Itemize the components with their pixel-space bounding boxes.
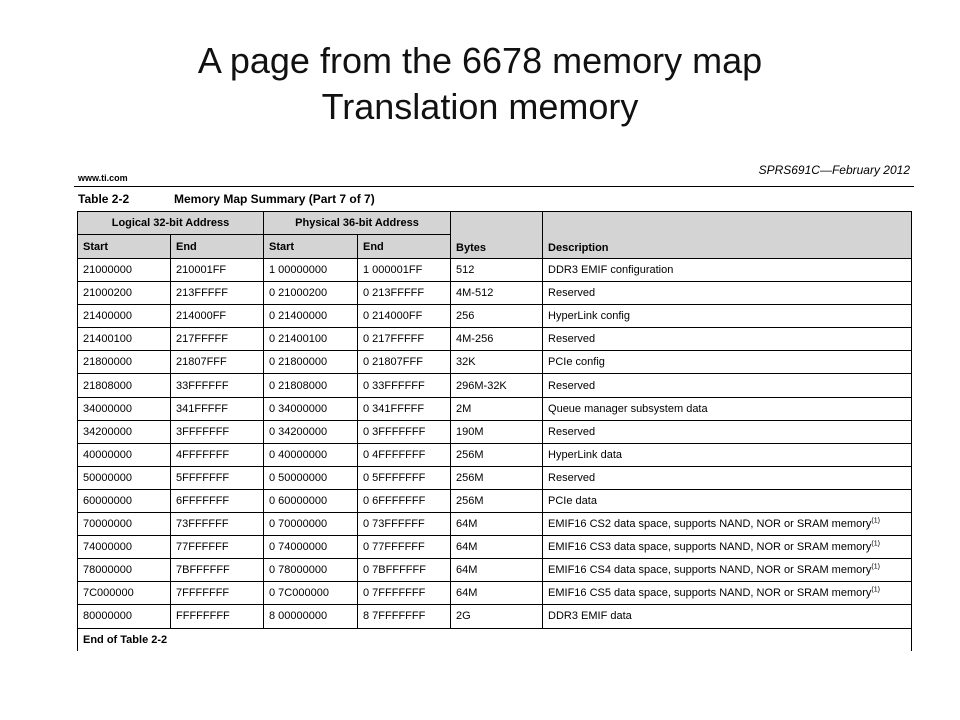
table-number: Table 2-2 (78, 192, 130, 206)
column-header-physical-end: End (358, 235, 451, 259)
footnote-marker: (1) (871, 517, 880, 525)
description-text: EMIF16 CS2 data space, supports NAND, NOR or SRAM memory (548, 518, 872, 531)
cell-physical-start: 0 40000000 (264, 443, 358, 466)
cell-logical-start: 78000000 (78, 559, 171, 582)
footnote-marker: (1) (871, 540, 880, 548)
cell-physical-end: 0 33FFFFFF (358, 374, 451, 397)
cell-bytes: 2G (451, 605, 543, 628)
cell-physical-end: 0 21807FFF (358, 351, 451, 374)
cell-physical-start: 0 74000000 (264, 536, 358, 559)
cell-physical-start: 0 21000200 (264, 282, 358, 305)
cell-bytes: 190M (451, 420, 543, 443)
cell-physical-start: 0 7C000000 (264, 582, 358, 605)
cell-description (543, 259, 912, 282)
group-header-logical: Logical 32-bit Address (78, 212, 264, 235)
cell-bytes: 4M-256 (451, 328, 543, 351)
table-footer-row (78, 628, 912, 651)
cell-logical-end: 4FFFFFFF (171, 443, 264, 466)
table-body (78, 259, 912, 629)
cell-bytes: 256M (451, 443, 543, 466)
cell-description (543, 489, 912, 512)
cell-physical-start: 8 00000000 (264, 605, 358, 628)
memory-map-table (77, 211, 912, 651)
cell-physical-start: 0 21400100 (264, 328, 358, 351)
column-header-description: Description (543, 212, 912, 259)
cell-description (543, 420, 912, 443)
cell-logical-start: 21400100 (78, 328, 171, 351)
cell-physical-end: 8 7FFFFFFF (358, 605, 451, 628)
cell-physical-end: 0 73FFFFFF (358, 513, 451, 536)
cell-physical-start: 0 21808000 (264, 374, 358, 397)
cell-logical-end: 33FFFFFF (171, 374, 264, 397)
footnote-marker: (1) (871, 563, 880, 571)
table-title: Memory Map Summary (174, 192, 306, 206)
cell-logical-end: FFFFFFFF (171, 605, 264, 628)
table-row (78, 513, 912, 536)
table-row (78, 536, 912, 559)
description-text: Reserved (548, 379, 596, 392)
cell-physical-end: 0 214000FF (358, 305, 451, 328)
cell-physical-start: 0 50000000 (264, 466, 358, 489)
cell-logical-end: 7BFFFFFF (171, 559, 264, 582)
column-header-bytes: Bytes (451, 212, 543, 259)
cell-logical-start: 40000000 (78, 443, 171, 466)
cell-description (543, 443, 912, 466)
table-row (78, 605, 912, 628)
description-text: DDR3 EMIF configuration (548, 264, 674, 277)
cell-logical-start: 74000000 (78, 536, 171, 559)
cell-description (543, 466, 912, 489)
description-text: Reserved (548, 287, 596, 300)
table-row (78, 305, 912, 328)
cell-physical-start: 1 00000000 (264, 259, 358, 282)
table-row (78, 328, 912, 351)
cell-physical-end: 0 3FFFFFFF (358, 420, 451, 443)
cell-bytes: 64M (451, 582, 543, 605)
cell-bytes: 4M-512 (451, 282, 543, 305)
cell-logical-start: 21000000 (78, 259, 171, 282)
cell-description (543, 374, 912, 397)
group-header-physical: Physical 36-bit Address (264, 212, 451, 235)
cell-logical-start: 60000000 (78, 489, 171, 512)
cell-logical-start: 21000200 (78, 282, 171, 305)
slide-title-line-2: Translation memory (321, 86, 639, 127)
table-row (78, 259, 912, 282)
cell-physical-end: 0 77FFFFFF (358, 536, 451, 559)
cell-description (543, 397, 912, 420)
table-row (78, 374, 912, 397)
cell-logical-start: 50000000 (78, 466, 171, 489)
cell-description (543, 605, 912, 628)
cell-physical-start: 0 60000000 (264, 489, 358, 512)
cell-physical-end: 0 5FFFFFFF (358, 466, 451, 489)
cell-logical-end: 341FFFFF (171, 397, 264, 420)
table-caption (74, 187, 914, 211)
cell-logical-end: 210001FF (171, 259, 264, 282)
cell-physical-start: 0 21400000 (264, 305, 358, 328)
table-row (78, 397, 912, 420)
cell-logical-start: 21800000 (78, 351, 171, 374)
cell-bytes: 256M (451, 489, 543, 512)
cell-physical-end: 0 6FFFFFFF (358, 489, 451, 512)
cell-logical-start: 70000000 (78, 513, 171, 536)
description-text: PCIe config (548, 356, 605, 369)
table-row (78, 351, 912, 374)
description-text: Queue manager subsystem data (548, 402, 708, 415)
document-header (74, 160, 914, 187)
cell-physical-end: 0 341FFFFF (358, 397, 451, 420)
table-row (78, 559, 912, 582)
cell-bytes: 296M-32K (451, 374, 543, 397)
description-text: Reserved (548, 471, 596, 484)
cell-logical-start: 21400000 (78, 305, 171, 328)
cell-bytes: 64M (451, 513, 543, 536)
cell-physical-end: 0 217FFFFF (358, 328, 451, 351)
cell-physical-start: 0 78000000 (264, 559, 358, 582)
table-row (78, 466, 912, 489)
table-part: (Part 7 of 7) (308, 192, 375, 206)
table-row (78, 420, 912, 443)
description-text: HyperLink data (548, 448, 623, 461)
cell-physical-end: 0 7FFFFFFF (358, 582, 451, 605)
cell-description (543, 513, 912, 536)
cell-description (543, 536, 912, 559)
cell-logical-end: 7FFFFFFF (171, 582, 264, 605)
slide-title (0, 38, 960, 130)
site-label: www.ti.com (78, 173, 128, 183)
cell-physical-end: 0 213FFFFF (358, 282, 451, 305)
cell-description (543, 582, 912, 605)
document-page (74, 160, 914, 651)
cell-description (543, 282, 912, 305)
cell-logical-start: 21808000 (78, 374, 171, 397)
cell-bytes: 64M (451, 559, 543, 582)
description-text: DDR3 EMIF data (548, 610, 632, 623)
cell-logical-start: 80000000 (78, 605, 171, 628)
table-group-header-row (78, 212, 912, 235)
cell-bytes: 256M (451, 466, 543, 489)
column-header-logical-end: End (171, 235, 264, 259)
document-number: SPRS691C—February 2012 (758, 163, 910, 177)
cell-logical-end: 213FFFFF (171, 282, 264, 305)
footnote-marker: (1) (871, 586, 880, 594)
description-text: Reserved (548, 333, 596, 346)
cell-logical-start: 34200000 (78, 420, 171, 443)
description-text: EMIF16 CS5 data space, supports NAND, NOR or SRAM memory (548, 587, 872, 600)
cell-physical-start: 0 21800000 (264, 351, 358, 374)
cell-physical-start: 0 70000000 (264, 513, 358, 536)
cell-description (543, 305, 912, 328)
cell-logical-start: 7C000000 (78, 582, 171, 605)
description-text: HyperLink config (548, 310, 630, 323)
cell-bytes: 2M (451, 397, 543, 420)
cell-logical-end: 6FFFFFFF (171, 489, 264, 512)
cell-logical-end: 21807FFF (171, 351, 264, 374)
description-text: EMIF16 CS4 data space, supports NAND, NOR or SRAM memory (548, 564, 872, 577)
cell-bytes: 256 (451, 305, 543, 328)
cell-bytes: 32K (451, 351, 543, 374)
table-row (78, 582, 912, 605)
description-text: Reserved (548, 425, 596, 438)
column-header-physical-start: Start (264, 235, 358, 259)
table-row (78, 489, 912, 512)
cell-logical-end: 3FFFFFFF (171, 420, 264, 443)
cell-physical-end: 0 4FFFFFFF (358, 443, 451, 466)
cell-physical-start: 0 34200000 (264, 420, 358, 443)
cell-logical-end: 217FFFFF (171, 328, 264, 351)
cell-logical-end: 73FFFFFF (171, 513, 264, 536)
cell-bytes: 512 (451, 259, 543, 282)
cell-physical-end: 1 000001FF (358, 259, 451, 282)
cell-logical-end: 77FFFFFF (171, 536, 264, 559)
description-text: EMIF16 CS3 data space, supports NAND, NOR or SRAM memory (548, 541, 872, 554)
cell-description (543, 559, 912, 582)
description-text: PCIe data (548, 494, 597, 507)
cell-physical-end: 0 7BFFFFFF (358, 559, 451, 582)
column-header-logical-start: Start (78, 235, 171, 259)
cell-description (543, 351, 912, 374)
cell-physical-start: 0 34000000 (264, 397, 358, 420)
cell-description (543, 328, 912, 351)
cell-logical-end: 5FFFFFFF (171, 466, 264, 489)
table-row (78, 282, 912, 305)
slide-title-line-1: A page from the 6678 memory map (197, 40, 763, 81)
cell-bytes: 64M (451, 536, 543, 559)
cell-logical-start: 34000000 (78, 397, 171, 420)
table-footer: End of Table 2-2 (78, 628, 912, 651)
cell-logical-end: 214000FF (171, 305, 264, 328)
table-row (78, 443, 912, 466)
